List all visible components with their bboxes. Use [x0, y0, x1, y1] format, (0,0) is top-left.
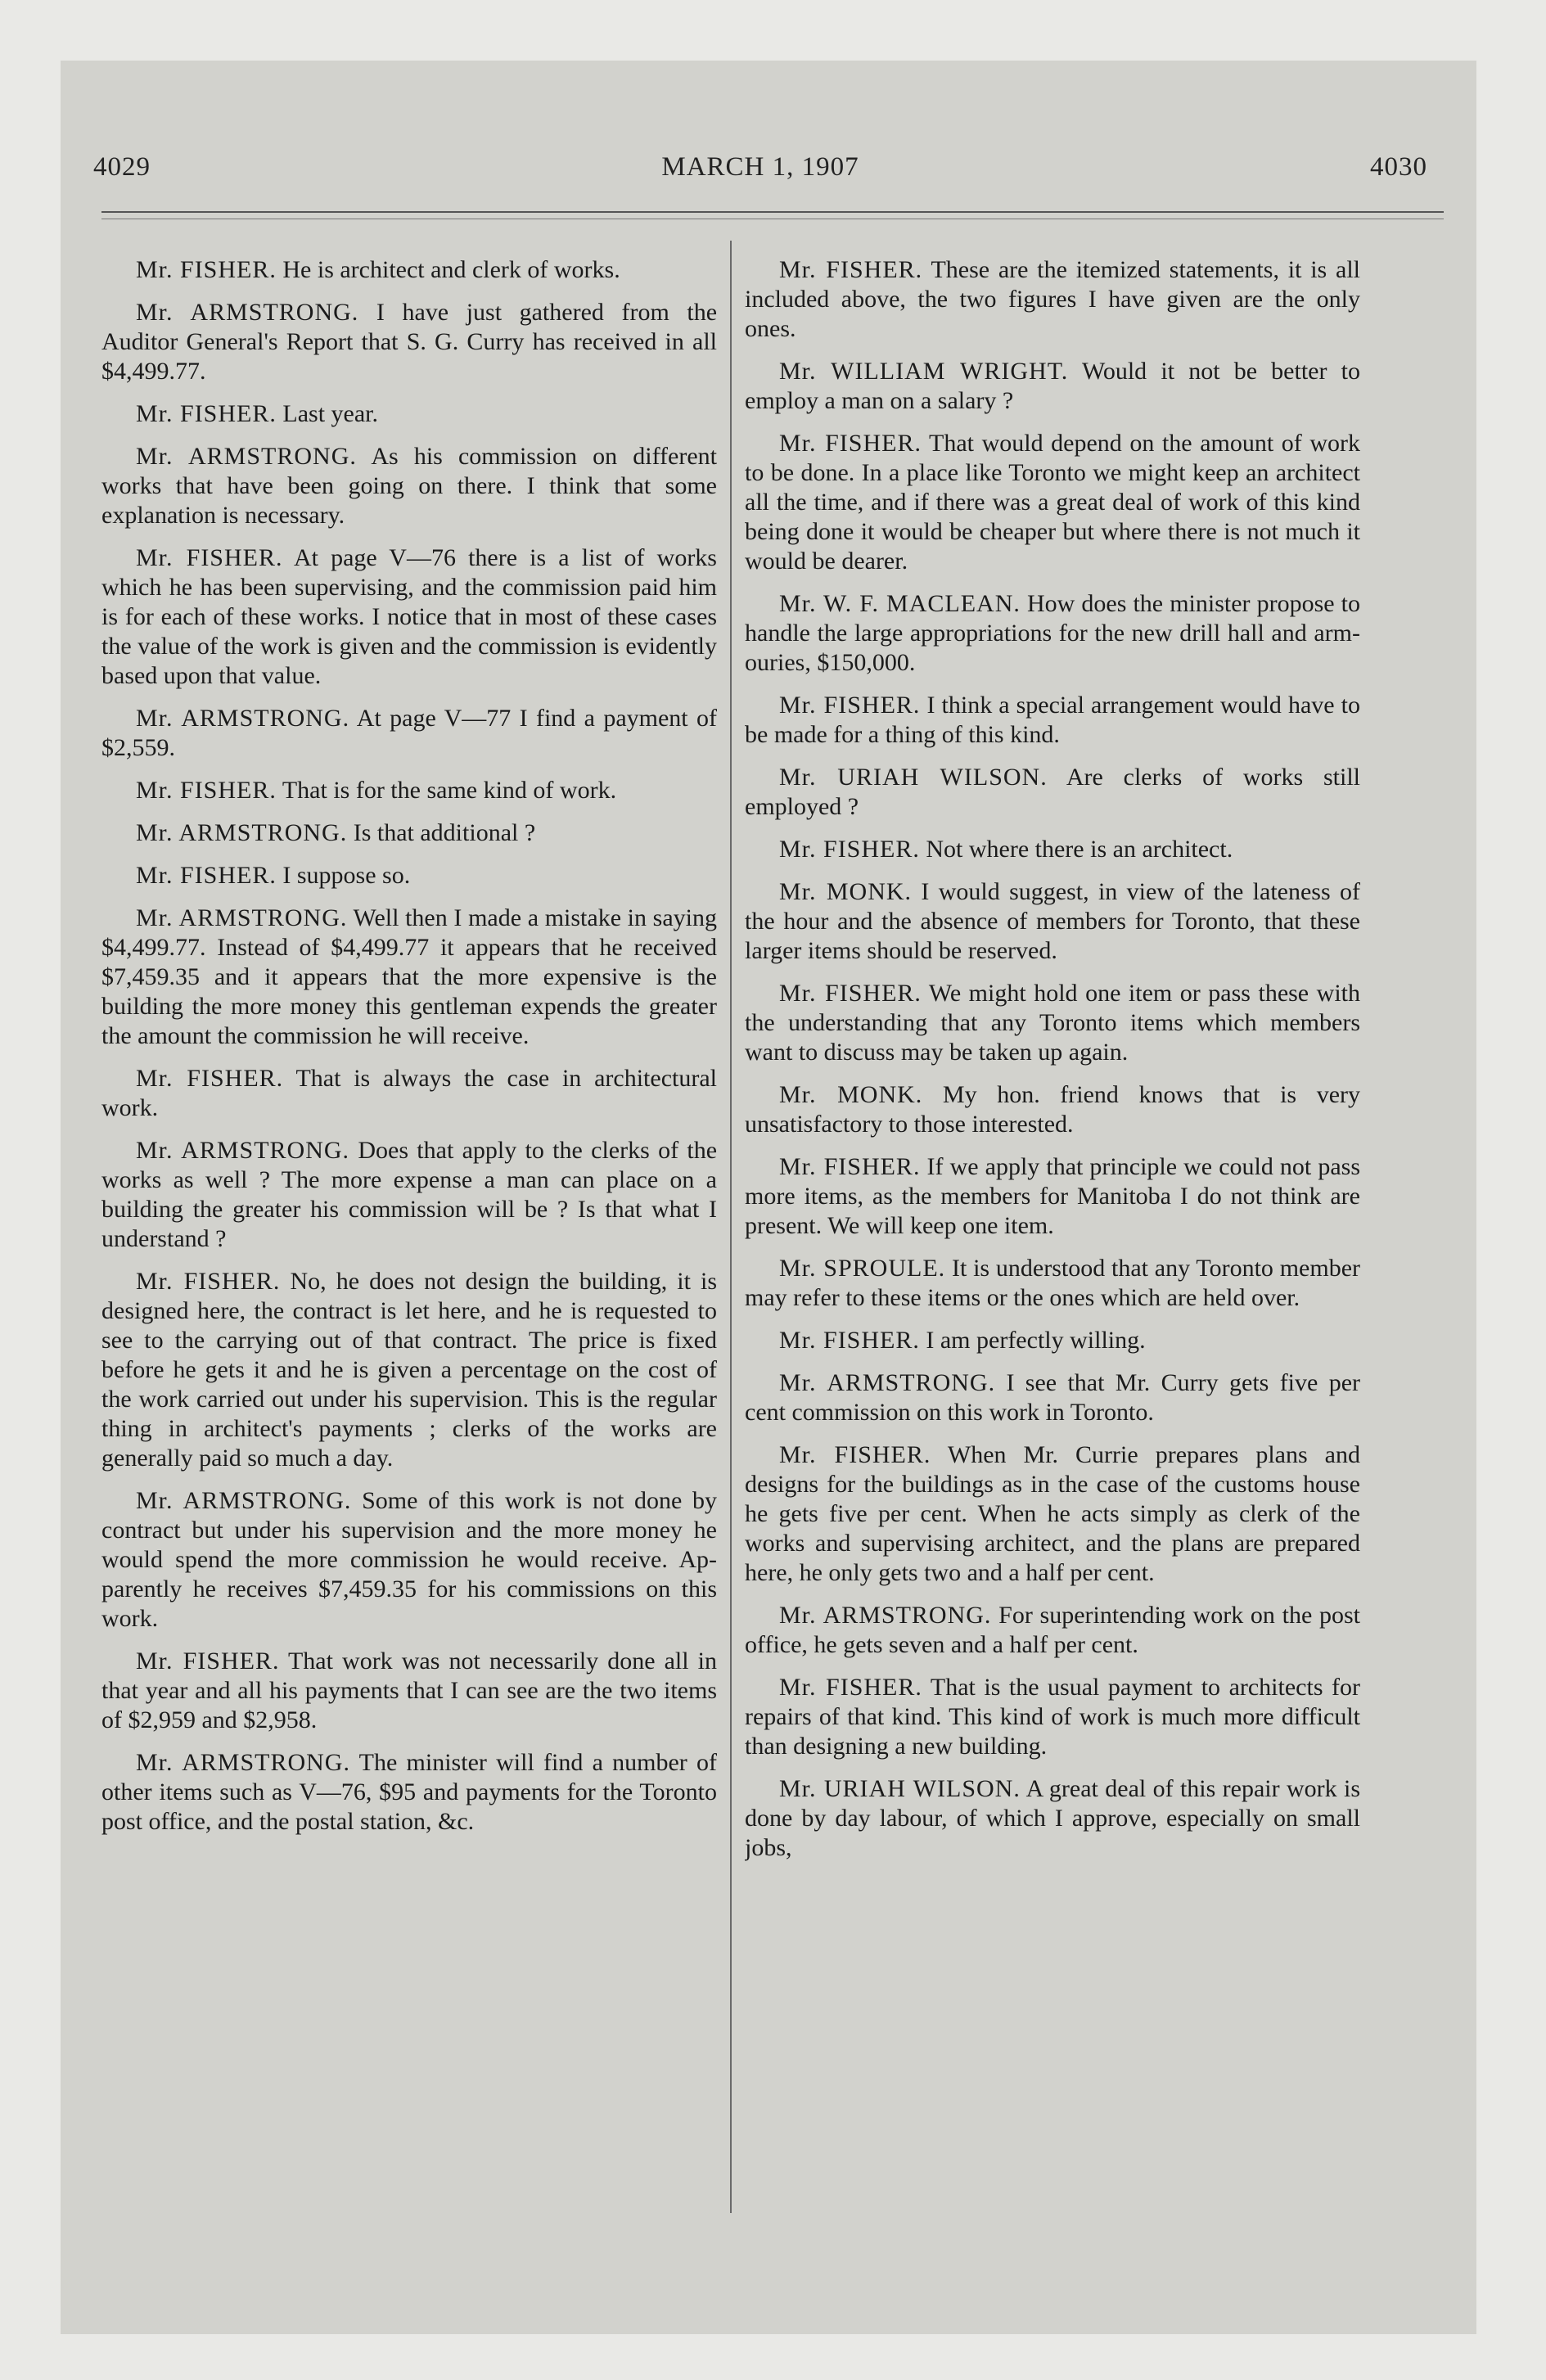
speaker-name: Mr. FISHER.	[136, 1065, 284, 1092]
speaker-name: Mr. ARMSTRONG.	[779, 1369, 996, 1396]
page-number-left: 4029	[93, 152, 151, 182]
speech-text: If we apply that principle we could not pass more items, as the members for Manitoba I do not think are present. We will keep one item.	[745, 1153, 1360, 1239]
speaker-name: Mr. FISHER.	[779, 980, 922, 1007]
speech-paragraph	[745, 1326, 1360, 1355]
speech-paragraph	[101, 1748, 717, 1837]
speaker-name: Mr. FISHER.	[779, 430, 922, 457]
speech-paragraph	[101, 442, 717, 530]
speech-paragraph	[745, 877, 1360, 966]
hansard-page	[61, 61, 1476, 2334]
speech-paragraph	[101, 298, 717, 386]
speech-text: No, he does not design the building, it is designed here, the contract is let here, and he is requested to see to the carrying out of that contract. The price is fixed before he gets it and he is given a percentage on the cost of the work carried out under his supervision. This is the regular thing in architect's payments ; clerks of the works are generally paid so much a day.	[101, 1268, 717, 1472]
speech-text: When Mr. Currie prepares plans and designs for the buildings as in the case of the customs house he gets five per cent. When he acts simply as clerk of the works and supervising architect, and the plans are prepared here, he only gets two and a half per cent.	[745, 1441, 1360, 1586]
speech-text: The minister will find a number of other items such as V—76, $95 and payments for the Toronto post office, and the postal station, &c.	[101, 1749, 717, 1835]
speaker-name: Mr. ARMSTRONG.	[136, 904, 348, 931]
speaker-name: Mr. FISHER.	[779, 1327, 920, 1354]
speaker-name: Mr. FISHER.	[136, 1648, 280, 1675]
speech-paragraph	[745, 1080, 1360, 1139]
speaker-name: Mr. FISHER.	[136, 862, 277, 889]
speaker-name: Mr. FISHER.	[136, 777, 277, 804]
speaker-name: Mr. FISHER.	[779, 836, 920, 863]
speech-text: How does the minister propose to handle the large appropriations for the new drill hall and armouries, $150,000.	[745, 590, 1360, 676]
speech-text: These are the itemized statements, it is all included above, the two figures I have given are the only ones.	[745, 256, 1360, 342]
speech-text: Last year.	[282, 400, 378, 427]
speech-text: We might hold one item or pass these with the understanding that any Toronto items which members want to discuss may be taken up again.	[745, 980, 1360, 1066]
speech-text: I suppose so.	[282, 862, 411, 889]
speech-paragraph	[745, 255, 1360, 344]
speech-text: That is always the case in architectural work.	[101, 1065, 717, 1121]
speech-text: My hon. friend knows that is very unsatisfactory to those interested.	[745, 1081, 1360, 1138]
speaker-name: Mr. FISHER.	[136, 544, 283, 571]
page-number-right: 4030	[1370, 152, 1427, 182]
speech-text: Are clerks of works still employed ?	[745, 764, 1360, 820]
speech-text: He is architect and clerk of works.	[282, 256, 620, 283]
page-header	[93, 152, 1427, 193]
speech-paragraph	[745, 835, 1360, 864]
speaker-name: Mr. MONK.	[779, 878, 913, 905]
speaker-name: Mr. FISHER.	[779, 1674, 922, 1701]
speaker-name: Mr. ARMSTRONG.	[779, 1602, 992, 1629]
speech-paragraph	[745, 979, 1360, 1067]
speech-paragraph	[745, 1774, 1360, 1863]
speaker-name: Mr. ARMSTRONG.	[136, 299, 359, 326]
scanned-page-border	[61, 61, 1476, 2334]
speech-paragraph	[745, 691, 1360, 750]
speech-text: A great deal of this repair work is done by day labour, of which I approve, especially on small jobs,	[745, 1775, 1360, 1861]
speech-text: For superintending work on the post office, he gets seven and a half per cent.	[745, 1602, 1360, 1658]
speech-text: Is that additional ?	[353, 819, 536, 846]
speech-text: That is for the same kind of work.	[282, 777, 617, 804]
speech-paragraph	[745, 1152, 1360, 1241]
speaker-name: Mr. ARMSTRONG.	[136, 705, 350, 732]
speech-paragraph	[101, 704, 717, 763]
speaker-name: Mr. WILLIAM WRIGHT.	[779, 358, 1069, 385]
header-rule-thick	[101, 211, 1444, 213]
speaker-name: Mr. FISHER.	[779, 1441, 931, 1468]
speaker-name: Mr. FISHER.	[779, 692, 921, 719]
speech-text: That work was not necessarily done all in that year and all his payments that I can see are the two items of $2,959 and $2,958.	[101, 1648, 717, 1733]
speech-paragraph	[745, 1368, 1360, 1427]
right-column	[745, 255, 1360, 2236]
speech-paragraph	[745, 763, 1360, 822]
speech-text: Some of this work is not done by contract but under his supervision and the more money he would spend the more commission he would receive. Apparently he receives $7,459.35 for his commissions on this work.	[101, 1487, 717, 1632]
speaker-name: Mr. URIAH WILSON.	[779, 1775, 1021, 1802]
speech-paragraph	[101, 861, 717, 890]
speech-text: Well then I made a mistake in saying $4,499.77. Instead of $4,499.77 it appears that he received $7,459.35 and it appears that the more expensive is the building the more money this gentleman expends the greater the amount the commission he will receive.	[101, 904, 717, 1049]
speaker-name: Mr. FISHER.	[136, 400, 277, 427]
speaker-name: Mr. ARMSTRONG.	[136, 819, 348, 846]
speech-paragraph	[745, 357, 1360, 416]
left-column	[101, 255, 717, 2236]
speech-paragraph	[101, 776, 717, 805]
speech-text: I am perfectly willing.	[926, 1327, 1146, 1354]
speech-paragraph	[745, 1254, 1360, 1313]
speech-text: Would it not be better to employ a man on a salary ?	[745, 358, 1360, 414]
speech-paragraph	[745, 1601, 1360, 1660]
speaker-name: Mr. FISHER.	[779, 256, 923, 283]
speech-paragraph	[101, 904, 717, 1051]
speech-paragraph	[101, 1267, 717, 1473]
speech-paragraph	[101, 255, 717, 285]
column-divider	[730, 241, 732, 2213]
speech-paragraph	[745, 1673, 1360, 1761]
speaker-name: Mr. URIAH WILSON.	[779, 764, 1048, 791]
speech-text: It is understood that any Toronto member may refer to these items or the ones which are held over.	[745, 1255, 1360, 1311]
speech-paragraph	[101, 1136, 717, 1254]
speaker-name: Mr. W. F. MACLEAN.	[779, 590, 1021, 617]
speech-paragraph	[101, 399, 717, 429]
speaker-name: Mr. FISHER.	[136, 1268, 281, 1295]
speech-paragraph	[101, 1486, 717, 1634]
speech-text: That would depend on the amount of work to be done. In a place like Toronto we might keep an architect all the time, and if there was a great deal of work of this kind being done it would be cheaper but where there is not much it would be dearer.	[745, 430, 1360, 575]
speaker-name: Mr. ARMSTRONG.	[136, 1137, 350, 1164]
page-date-title: MARCH 1, 1907	[661, 152, 859, 182]
speech-paragraph	[101, 543, 717, 691]
speech-text: As his commission on different works that have been going on there. I think that some explanation is necessary.	[101, 443, 717, 529]
speech-paragraph	[101, 818, 717, 848]
speech-text: At page V—77 I find a payment of $2,559.	[101, 705, 717, 761]
speaker-name: Mr. SPROULE.	[779, 1255, 946, 1282]
speech-text: I have just gathered from the Auditor General's Report that S. G. Curry has received in all $4,499.77.	[101, 299, 717, 385]
speech-paragraph	[745, 429, 1360, 576]
speaker-name: Mr. ARMSTRONG.	[136, 1487, 352, 1514]
speech-paragraph	[745, 589, 1360, 678]
speech-text: Does that apply to the clerks of the works as well ? The more expense a man can place on a building the greater his commission will be ? Is that what I understand ?	[101, 1137, 717, 1252]
speech-text: I would suggest, in view of the lateness of the hour and the absence of members for Toronto, that these larger items should be reserved.	[745, 878, 1360, 964]
speech-text: I think a special arrangement would have to be made for a thing of this kind.	[745, 692, 1360, 748]
speech-text: I see that Mr. Curry gets five per cent commission on this work in Toronto.	[745, 1369, 1360, 1426]
speech-text: Not where there is an architect.	[926, 836, 1233, 863]
speech-text: That is the usual payment to architects for repairs of that kind. This kind of work is much more difficult than designing a new building.	[745, 1674, 1360, 1760]
speaker-name: Mr. ARMSTRONG.	[136, 443, 357, 470]
speech-text: At page V—76 there is a list of works which he has been supervising, and the commission paid him is for each of these works. I notice that in most of these cases the value of the work is given and the commission is evidently based upon that value.	[101, 544, 717, 689]
speech-paragraph	[745, 1440, 1360, 1588]
speaker-name: Mr. FISHER.	[136, 256, 277, 283]
speech-paragraph	[101, 1064, 717, 1123]
speaker-name: Mr. ARMSTRONG.	[136, 1749, 350, 1776]
speaker-name: Mr. FISHER.	[779, 1153, 921, 1180]
speaker-name: Mr. MONK.	[779, 1081, 923, 1108]
speech-paragraph	[101, 1647, 717, 1735]
